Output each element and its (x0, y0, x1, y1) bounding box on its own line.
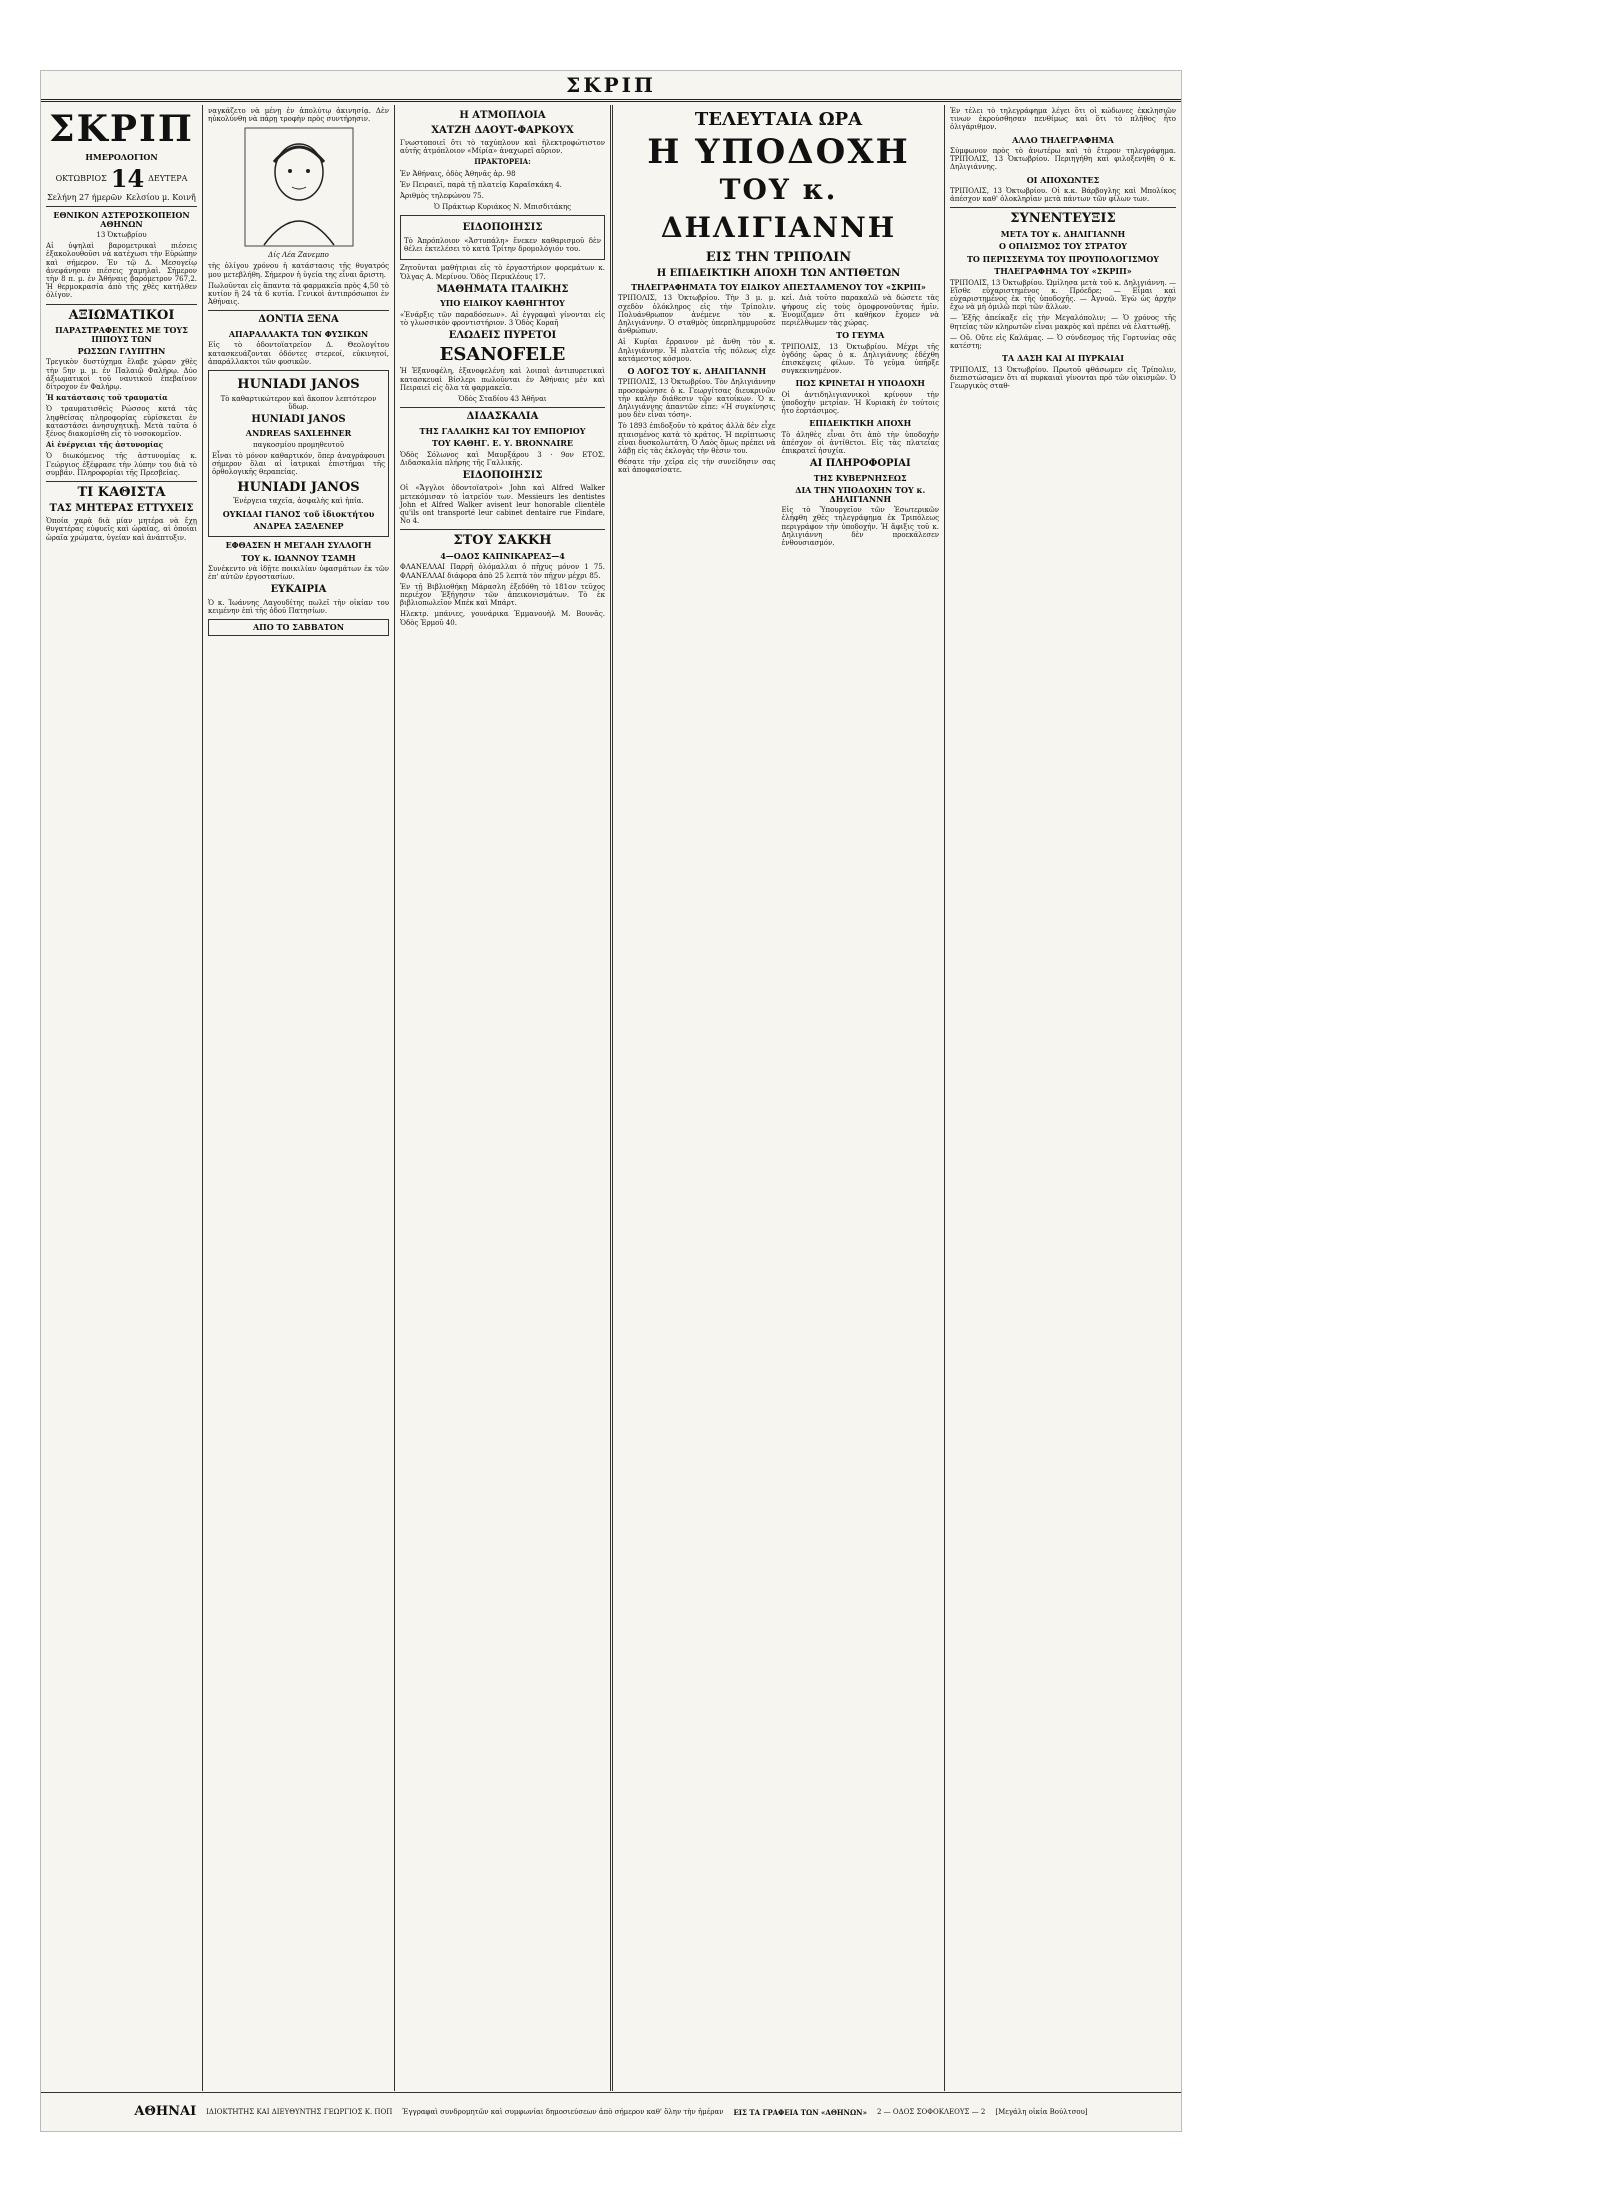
calendar-heading: ΗΜΕΡΟΛΟΓΙΟΝ (85, 151, 158, 162)
section-heading: ΑΞΙΩΜΑΤΙΚΟΙ (68, 307, 175, 323)
article-text: Αἱ ὑψηλαὶ βαρομετρικαὶ πιέσεις ἐξακολουθοῦσι νὰ κατέχωσι τὴν Εὐρώπην καὶ σήμερον. Ἐν τῷ Δ. Μεσογείῳ ἀνεφάνησαν πιέσεις χαμηλαὶ. Σήμερον τὴν 8 π. μ. ἐν Ἀθήναις βαρόμετρον 767,2. Ἡ θερμοκρασία ἀπὸ τῆς χθὲς κατήλθεν ὀλίγον. (46, 242, 197, 300)
article-subheading: ΑΙ ΠΛΗΡΟΦΟΡΙΑΙ (809, 458, 911, 470)
section-heading: ΕΘΝΙΚΟΝ ΑΣΤΕΡΟΣΚΟΠΕΙΟΝ ΑΘΗΝΩΝ (53, 210, 190, 229)
masthead (41, 71, 1181, 102)
ad-heading: HUNIADI JANOS (251, 413, 346, 425)
ad-heading: ANDREAS SAXLEHNER (245, 428, 352, 439)
section-heading: ΕΙΔΟΠΟΙΗΣΙΣ (462, 469, 543, 481)
footer-title: ΑΘΗΝΑΙ (134, 2104, 197, 2120)
footer-line: ΕΙΣ ΤΑ ΓΡΑΦΕΙΑ ΤΩΝ «ΑΘΗΝΩΝ» (733, 2107, 867, 2117)
article-text: ΤΡΙΠΟΛΙΣ, 13 Ὀκτωβρίου. Πρωτοῦ φθάσωμεν εἰς Τρίπολιν, διεπιστώσαμεν ὅτι αἱ πυρκαιαὶ γίνονται πρὸ τῶν οἰκισμῶν. Ὁ Γεωργικὸς σταθ- (950, 365, 1176, 391)
section-heading: ΔΟΝΤΙΑ ΞΕΝΑ (258, 314, 339, 326)
section-subheading: ΥΠΟ ΕΙΔΙΚΟΥ ΚΑΘΗΓΗΤΟΥ (440, 298, 565, 309)
kicker: ΤΕΛΕΥΤΑΙΑ ΩΡΑ (694, 109, 863, 130)
article-subhead: Ἡ κατάστασις τοῦ τραυματία (46, 393, 168, 403)
article-text: τὴς ὀλίγου χρόνου ἡ κατάστασις τῆς θυγατρός μου μετεβλήθη. Σήμερον ἡ ὑγεία της εἶναι ἄριστη. (208, 262, 389, 279)
headline: Η ΥΠΟΔΟΧΗ (647, 131, 910, 172)
article-text: ΤΡΙΠΟΛΙΣ, 13 Ὀκτωβρίου. Τὴν 3 μ. μ. σχεδὸν ὁλόκληρος εἰς τὴν Τρίπολιν. Πολυάνθρωπον ἀνέμενε τὸν κ. Δηλιγιάννην. Ὁ σταθμὸς ὑπερπλημμυροῦσε ἀνθρώπων. (618, 294, 776, 336)
column-5 (945, 105, 1181, 2091)
ad-heading: ΑΝΔΡΕΑ ΣΑΞΛΕΝΕΡ (253, 520, 344, 531)
day-number: 14 (110, 164, 145, 194)
moon-label: Σελήνη 27 ήμερῶν (47, 193, 122, 203)
section-subheading: ΤΗΛΕΓΡΑΦΗΜΑ ΤΟΥ «ΣΚΡΙΠ» (994, 266, 1132, 277)
column-1 (41, 105, 203, 2091)
article-text: Τρεγικὸν δυστύχημα ἔλαβε χώραν χθὲς τὴν 5ην μ. μ. ἐν Παλαιῷ Φαλήρῳ. Δύο ἀξιωματικοὶ τοῦ ναυτικοῦ ἐπεβαίνον δίτροχον ἐν Φαλήρῳ. (46, 358, 197, 392)
article-text: Ἀριθμὸς τηλεφώνου 75. (400, 192, 484, 201)
article-text: Ὁδὸς Σόλωνος καὶ Μαυρξάρου 3 · 9ον ΕΤΟΣ. Διδασκαλία πλήρης τῆς Γαλλικῆς. (400, 450, 605, 467)
article-text: Συνέκεντο νὰ ἰδῇτε ποικιλίαν ὑφασμάτων ἐκ τῶν ἐπ' αὐτῶν ἐργοστασίων. (208, 565, 389, 582)
article-subheading: ΟΙ ΑΠΟΧΩΝΤΕΣ (1026, 174, 1100, 185)
obs-date: 13 Ὀκτωβρίου (96, 230, 147, 239)
column-2 (203, 105, 395, 2091)
date-box (46, 164, 197, 193)
article-text: Εἰς τὸ ὀδοντοϊατρεῖον Δ. Θεολογίτου κατασκευάζονται ὀδόντες στερεοί, εὐκινητοί, ἀπαράλλακτοι τῶν φυσικῶν. (208, 341, 389, 366)
ad-text: Τὸ καθαρτικώτερον καὶ ἄκοπον λεπτότερον ὕδωρ. (220, 394, 377, 411)
article-text: Ὁ κ. Ἰωάννης Λαγουδίτης πωλεῖ τὴν οἰκίαν του κειμένην ἐπὶ τῆς ὁδοῦ Πατησίων. (208, 598, 389, 616)
section-subheading: ΠΑΡΑΣΤΡΑΦΕΝΤΕΣ ΜΕ ΤΟΥΣ ΙΠΠΟΥΣ ΤΩΝ (55, 325, 188, 344)
newspaper-title: ΣΚΡΙΠ (49, 108, 194, 150)
ad-heading: HUNIADI JANOS (237, 479, 360, 495)
article-text: ΤΡΙΠΟΛΙΣ, 13 Ὀκτωβρίου. Μέχρι τῆς ὀγδόης ὥρας ὁ κ. Δηλιγιάννης ἐδέχθη ἐπισκέψεις φίλων. Τὸ γεῦμα ὑπῆρξε συγκεκινημένον. (781, 342, 939, 376)
section-subheading: ΤΟ ΠΕΡΙΣΣΕΥΜΑ ΤΟΥ ΠΡΟΥΠΟΛΟΓΙΣΜΟΥ (966, 253, 1160, 264)
column-3 (395, 105, 613, 2091)
article-text: Σύμφωνον πρὸς τὸ ἀνωτέρω καὶ τὸ ἔτερον τηλεγράφημα. ΤΡΙΠΟΛΙΣ, 13 Ὀκτωβρίου. Περιηγήθη καὶ φιλοξενήθη ὁ κ. Δηλιγιάννης. (950, 147, 1176, 172)
article-text: ΤΡΙΠΟΛΙΣ, 13 Ὀκτωβρίου. Οἱ κ.κ. Βάρβογλης καὶ Μπολίκος ἀπέσχον καθ' ὁλοκληρίαν μετὰ πάντων τῶν φίλων των. (950, 187, 1176, 204)
article-text: Ζητοῦνται μαθήτριαι εἰς τὸ ἐργαστήριον φορεμάτων κ. Ὄλγας Α. Μερίνου. Ὁδὸς Περικλέους 17. (400, 264, 605, 281)
article-subheading: ΔΙΑ ΤΗΝ ΥΠΟΔΟΧΗΝ ΤΟΥ κ. ΔΗΛΙΓΙΑΝΝΗ (795, 485, 926, 504)
article-text: Γνωστοποιεῖ ὅτι τὸ ταχύπλουν καὶ ἠλεκτροφώτιστον αὐτῆς ἀτμόπλοιον «Μίρία» ἀναχωρεῖ αὔριον. (400, 139, 605, 156)
section-heading: ΕΦΘΑΣΕΝ Η ΜΕΓΑΛΗ ΣΥΛΛΟΓΗ (225, 540, 372, 551)
footer-line: Ἐγγραφαὶ συνδρομητῶν καὶ συμφωνίαι δημοσιεύσεων ἀπὸ σήμερον καθ' ὅλην τὴν ἡμέραν (402, 2108, 724, 2116)
section-heading: Η ΑΤΜΟΠΛΟΙΑ (459, 110, 546, 121)
article-text: Ὁποία χαρὰ διὰ μίαν μητέρα νὰ ἔχῃ θυγατέρας εὐφυεῖς καὶ ὡραίας, αἱ ὁποῖαι ὡραῖα χρώματα, ὑγείαν καὶ ἀνάπτυξιν. (46, 517, 197, 542)
article-subheading: ΕΠΙΔΕΙΚΤΙΚΗ ΑΠΟΧΗ (809, 418, 912, 429)
article-text: Πωλοῦνται εἰς ἅπαντα τὰ φαρμακεῖα πρὸς 4,50 τὸ κυτίον ἢ 24 τὰ 6 κυτία. Γενικοὶ ἀντιπρόσωποι ἐν Ἀθήναις. (208, 281, 389, 307)
headline-sub: ΤΗΛΕΓΡΑΦΗΜΑΤΑ ΤΟΥ ΕΙΔΙΚΟΥ ΑΠΕΣΤΑΛΜΕΝΟΥ ΤΟΥ «ΣΚΡΙΠ» (631, 282, 926, 293)
article-text: Ὁ διωκόμενος τῆς ἀστυνομίας κ. Γεώργιος ἐξέφρασε τὴν λύπην του διὰ τὸ συμβάν. Πληροφορίαι τῆς Πρεσβείας. (46, 452, 197, 477)
article-text: Ἐν τῇ Βιβλιοθήκῃ Μάρασλη ἐξεδόθη τὸ 181ον τεῦχος περιέχον Ἐξήγησιν τῶν ἀπεικονισμάτων. Τὸ ἐκ βιβλιοπωλεῖον Μπέκ καὶ Μπάρτ. (400, 582, 605, 608)
announcement-banner: ΑΠΟ ΤΟ ΣΑΒΒΑΤΟΝ (208, 619, 389, 635)
article-text: Ἐν Πειραιεῖ, παρὰ τῇ πλατείᾳ Καραϊσκάκη 4. (400, 180, 562, 189)
column-4 (613, 105, 945, 2091)
article-text: Ἡ Ἐξανοφέλη, ἐξανοφελένη καὶ λοιπαὶ ἀντιπυρετικαὶ κατασκευαὶ Βίσλερι πωλοῦνται ἐν Ἀθήναις μὲν καὶ Πειραιεῖ εἰς ὅλα τὰ φαρμακεῖα. (400, 367, 605, 392)
article-text: Τὸ ἀληθὲς εἶναι ὅτι ἀπὸ τὴν ὑποδοχὴν ἀπέσχον οἱ ἀντίθετοι. Εἰς τὰς πλατείας ἐπικρατεῖ ἡσυχία. (781, 430, 939, 456)
section-subheading: ΤΗΣ ΓΑΛΛΙΚΗΣ ΚΑΙ ΤΟΥ ΕΜΠΟΡΙΟΥ (419, 425, 586, 436)
article-text: Θέσατε τὴν χεῖρα εἰς τὴν συνείδησιν σας καὶ ἀποφασίσατε. (618, 458, 776, 475)
moon-saint-row (46, 193, 197, 202)
article-text: Οἱ «Ἄγγλοι ὀδοντοϊατροὶ» John καὶ Alfred Walker μετεκόμισαν τὸ ἰατρεῖόν των. Messieurs les dentistes John et Alfred Walker avisent leur honorable clientèle qu'ils ont transporté leur cabinet dentaire rue Findare, No 4. (400, 484, 605, 526)
section-subheading: ΜΕΤΑ ΤΟΥ κ. ΔΗΛΙΓΙΑΝΝΗ (1000, 229, 1126, 240)
section-subheading: ΤΟΥ ΚΑΘΗΓ. Ε. Υ. BRONNAIRE (431, 438, 573, 449)
footer-ad (41, 2092, 1181, 2131)
product-heading: ESANOFELE (439, 343, 566, 365)
section-heading: ΣΥΝΕΝΤΕΥΞΙΣ (1010, 211, 1116, 227)
advertisement-box (208, 370, 389, 537)
footer-line: 2 — ΟΔΟΣ ΣΟΦΟΚΛΕΟΥΣ — 2 (876, 2108, 986, 2116)
footer-line: ΙΔΙΟΚΤΗΤΗΣ ΚΑΙ ΔΙΕΥΘΥΝΤΗΣ ΓΕΩΡΓΙΟΣ Κ. ΠΟΠ (206, 2108, 393, 2116)
ad-text: παγκοσμίου προμηθευτοῦ (253, 440, 344, 449)
section-subheading: Ο ΟΠΛΙΣΜΟΣ ΤΟΥ ΣΤΡΑΤΟΥ (998, 241, 1128, 252)
article-text: Τὸ Ἀπρόπλοιον «Ἀστυπάλη» ἕνεκεν καθαρισμοῦ δὲν θέλει ἐκτελέσει τὸ κατὰ Τρίτην δρομολόγιόν του. (404, 236, 601, 254)
article-text: Ὁ τραυματισθεὶς Ρώσσος κατά τὰς ληφθείσας πληροφορίας εὑρίσκεται ἐν καταστάσει ἀνησυχητικῇ. Μετὰ ταῦτα ὁ ξένος διακομίσθη εἰς τὸ νοσοκομεῖον. (46, 405, 197, 439)
article-subhead: Αἱ ἐνέργειαι τῆς ἀστυνομίας (46, 440, 164, 450)
section-heading: ΕΛΩΔΕΙΣ ΠΥΡΕΤΟΙ (448, 330, 557, 342)
ad-text: Εἶναι τὸ μόνον καθαρτικόν, ὅπερ ἀναγράφουσι σήμερον ὅλαι αἱ ἰατρικαὶ ἐπιστῆμαι τῆς ὀρθολογικῆς θεραπείας. (212, 452, 385, 477)
section-heading: ΔΙΔΑΣΚΑΛΙΑ (466, 411, 539, 423)
month-label: ΟΚΤΩΒΡΙΟΣ (55, 174, 107, 184)
article-text: ΤΡΙΠΟΛΙΣ, 13 Ὀκτωβρίου. Τὸν Δηλιγιάννην προσεφώνησε ὁ κ. Γεωργίτσας διευκρινῶν τὴν καλὴν διάθεσιν τῶν κατοίκων. Ὁ κ. Δηλιγιάννης ἀπαντῶν εἶπε: «Ἡ συγκίνησις μου δὲν εἶναι τόση». (618, 378, 776, 420)
saint-label: Κελσίου μ. Κοινῆ (125, 193, 196, 203)
article-text: Αἱ Κυρίαι ἔρραινον μὲ ἄνθη τὸν κ. Δηλιγιάννην. Ἡ πλατεῖα τῆς πόλεως εἶχε κατάμεστος κόσμου. (618, 338, 776, 363)
article-subheading: Ο ΛΟΓΟΣ ΤΟΥ κ. ΔΗΛΙΓΙΑΝΝΗ (627, 366, 767, 377)
section-heading: ΕΙΔΟΠΟΙΗΣΙΣ (462, 222, 543, 234)
newspaper-page (40, 70, 1182, 2132)
notice-box (400, 215, 605, 260)
signer: Ὁ Πράκτωρ Κυριάκος Ν. Μπισδιτάκης (433, 203, 572, 212)
article-text: κεἰ. Διὰ τοῦτο παρακαλῶ νὰ δώσετε τὰς ψήφους εἰς τοὺς ὁμοφρονοῦντας ἡμῖν. Ἐνομίζαμεν ὅτι καθῆκον ἔχομεν νὰ περιέλθωμεν τὰς χώρας. (781, 294, 939, 328)
article-text: ΤΡΙΠΟΛΙΣ, 13 Ὀκτωβρίου. Ὡμίλησα μετὰ τοῦ κ. Δηλιγιάννη. — Εἴσθε εὐχαριστημένος κ. Πρόεδρε; — Εἶμαι καὶ εὐχαριστημένος ἐκ τῆς ὑποδοχῆς. — Ἀγνοῶ. Ἐγὼ ὡς ἀρχὴν ἔχω νὰ μὴ ὁμιλῶ περὶ τῶν ἄλλων. (950, 278, 1176, 312)
article-text: Εἰς τὸ Ὑπουργεῖον τῶν Ἐσωτερικῶν ἐλήφθη χθὲς τηλεγράφημα ἐκ Τριπόλεως περιγράφον τὴν ὑποδοχήν. Ἡ ἄφιξις τοῦ κ. Δηλιγιάννη δὲν προεκάλεσεν ἐνθουσιασμόν. (781, 506, 939, 547)
article-text: ΦΛΑΝΕΛΛΑΙ Παρρῆ ὁλόμαλλαι ὁ πῆχυς μόνον 1 75. ΦΛΑΝΕΛΛΑΙ διάφορα ἀπὸ 25 λεπτὰ τὸν πῆχυν μέχρι 85. (400, 563, 605, 580)
section-heading: ΕΥΚΑΙΡΙΑ (270, 584, 327, 596)
section-subheading: ΤΟΥ κ. ΙΩΑΝΝΟΥ ΤΣΑΜΗ (241, 552, 356, 563)
article-subheading: ΤΑ ΔΑΣΗ ΚΑΙ ΑΙ ΠΥΡΚΑΙΑΙ (1002, 353, 1124, 364)
section-subheading: ΑΠΑΡΑΛΛΑΚΤΑ ΤΩΝ ΦΥΣΙΚΩΝ (228, 328, 369, 339)
article-text: — Οὔ. Οὔτε εἰς Καλάμας. — Ὁ σύνδεσμος τῆς Γορτυνίας σᾶς κατέστη; (950, 333, 1176, 351)
weekday-label: ΔΕΥΤΕΡΑ (148, 174, 188, 184)
article-text: Ἐν τέλει τὸ τηλεγράφημα λέγει ὅτι οἱ κώδωνες ἐκκλησιῶν τινων ἐκρούσθησαν πενθίμως καὶ ὅτι τὸ πλῆθος ἦτο ὀλιγάριθμον. (950, 107, 1176, 132)
section-heading: ΤΙ ΚΑΘΙΣΤΑ (77, 485, 166, 501)
headline-sub: ΕΙΣ ΤΗΝ ΤΡΙΠΟΛΙΝ (705, 249, 852, 265)
section-subheading: ΧΑΤΖΗ ΔΑΟΥΤ-ΦΑΡΚΟΥΧ (431, 124, 574, 136)
article-text: — Ἐξῆς ἀπείκαξε εἰς τὴν Μεγαλόπολιν; — Ὁ χρόνος τῆς θητείας τῶν κληρωτῶν εἶναι μακρὸς καὶ πρέπει νὰ ἐλαττωθῇ. (950, 314, 1176, 331)
article-text: ναγκάζετο νὰ μένῃ ἐν ἀπολύτῳ ἀκινησίᾳ. Δὲν ηὐκολύνθη νὰ πάρῃ τροφὴν πρὸς συντήρησιν. (208, 107, 389, 124)
footer-line: [Μεγάλη οἰκία Βούλτσου] (995, 2108, 1088, 2116)
portrait-caption: Δίς Λέα Ζανεμπο (268, 251, 329, 260)
headline-sub: Η ΕΠΙΔΕΙΚΤΙΚΗ ΑΠΟΧΗ ΤΩΝ ΑΝΤΙΘΕΤΩΝ (656, 267, 901, 279)
address: Ὁδὸς Σταδίου 43 Ἀθῆναι (458, 395, 547, 404)
ad-heading: HUNIADI JANOS (237, 376, 360, 392)
section-heading: ΜΑΘΗΜΑΤΑ ΙΤΑΛΙΚΗΣ (436, 283, 569, 295)
masthead-name: ΣΚΡΙΠ (566, 73, 656, 97)
article-subheading: ΤΗΣ ΚΥΒΕΡΝΗΣΕΩΣ (813, 472, 907, 483)
ad-heading: ΟΥΚΙΔΑΙ ΓΙΑΝΟΣ τοῦ ἰδιοκτήτου (222, 508, 375, 519)
section-subheading: ΡΩΣΣΩΝ ΓΛΥΠΤΗΝ (77, 346, 166, 357)
headline: ΤΟΥ κ. ΔΗΛΙΓΙΑΝΝΗ (660, 172, 897, 244)
portrait-image (244, 127, 354, 247)
section-subheading: 4—ΟΔΟΣ ΚΑΠΝΙΚΑΡΕΑΣ—4 (440, 551, 565, 562)
ad-text: Ἐνέργεια ταχεῖα, ἀσφαλὴς καὶ ἡπία. (233, 497, 364, 506)
section-subheading: ΤΑΣ ΜΗΤΕΡΑΣ ΕΤΤΥΧΕΙΣ (49, 502, 194, 514)
agents-heading: ΠΡΑΚΤΟΡΕΙΑ: (474, 157, 531, 167)
article-subheading: ΤΟ ΓΕΥΜΑ (836, 330, 885, 341)
article-text: «Ἐνάρξις τῶν παραδόσεων». Αἱ ἐγγραφαὶ γίνονται εἰς τὸ γλωσσικὸν φροντιστήριον. 3 Ὁδὸς Κοραῆ (400, 310, 605, 327)
article-text: Ηλεκτρ. μπάνιες, γουνάρικα Ἐμμανουὴλ Μ. Βουνᾶς. Ὁδὸς Ἑρμοῦ 40. (400, 610, 605, 627)
article-text: Τὸ 1893 ἐπιδοξοῦν τὸ κράτος ἀλλὰ δὲν εἶχε πταισμένος κατὰ τὸ κράτος. Ἡ περίπτωσις εἶναι δυσκολωτάτη. Ὁ Λαὸς ὅμως πρέπει νὰ λάβῃ εἰς τὰς ἐκλογὰς τὴν θέσιν του. (618, 422, 776, 456)
section-heading: ΣΤΟΥ ΣΑΚΚΗ (453, 533, 552, 549)
article-text: Ἐν Ἀθήναις, ὁδὸς Ἀθηνᾶς ἀρ. 98 (400, 169, 516, 178)
article-subheading: ΑΛΛΟ ΤΗΛΕΓΡΑΦΗΜΑ (1012, 134, 1114, 145)
article-text: Οἱ ἀντιδηλιγιαννικοὶ κρίνουν τὴν ὑποδοχὴν μετρίαν. Ἡ Κυριακὴ ἐν τούτοις ἦτο ἑορτάσιμος. (781, 390, 939, 416)
article-subheading: ΠΩΣ ΚΡΙΝΕΤΑΙ Η ΥΠΟΔΟΧΗ (795, 378, 925, 389)
